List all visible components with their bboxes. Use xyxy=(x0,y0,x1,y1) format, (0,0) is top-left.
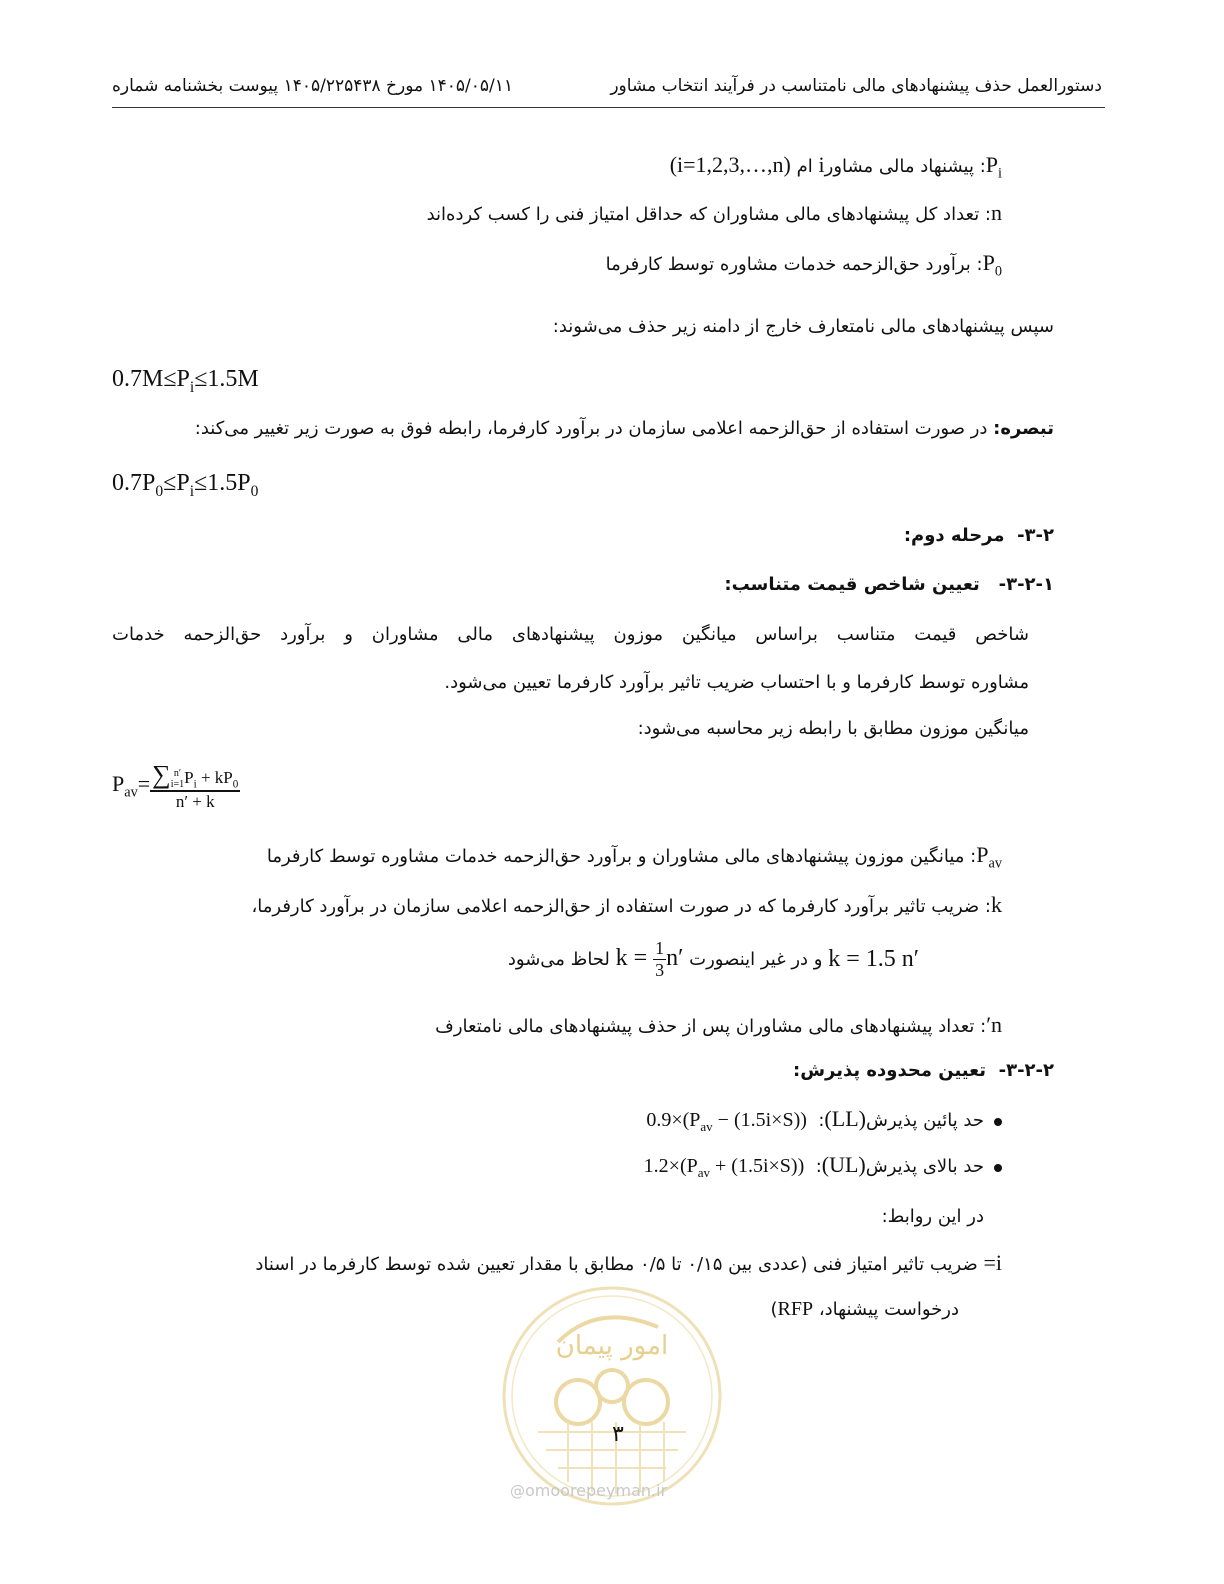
para1-line3: میانگین موزون مطابق با رابطه زیر محاسبه می‌شود: xyxy=(637,718,1029,739)
watermark-seal xyxy=(498,1282,726,1510)
bullet-dot xyxy=(994,1118,1002,1126)
def-k-values: k = 1.5 n′ و در غیر اینصورت k = $\frac{1}{3}$ n′ لحاظ می‌شود xyxy=(507,938,919,980)
then-line: سپس پیشنهادهای مالی نامتعارف خارج از دامنه زیر حذف می‌شوند: xyxy=(552,316,1054,337)
formula-pav: $P_{av}=$ ∑ n′ i=1 $P_i + kP_0$ n′ + k xyxy=(112,760,239,812)
bullet-dot xyxy=(994,1164,1002,1172)
section-3-2-heading: ۳-۲- مرحله دوم: xyxy=(903,525,1054,546)
in-relations: در این روابط: xyxy=(881,1206,984,1227)
def-i-line1: i= ضریب تاثیر امتیاز فنی (عددی بین ۰/۱۵ تا ۰/۵ مطابق با مقدار تعیین شده توسط کارفرما در اسناد xyxy=(255,1250,1002,1275)
formula-range-p0: $0.7P_0\le P_i\le 1.5P_0$ xyxy=(112,470,259,500)
def-pav: $P_{av}$: میانگین موزون پیشنهادهای مالی مشاوران و برآورد حق‌الزحمه خدمات مشاوره توسط کارفرما xyxy=(266,842,1002,872)
bullet-lower-limit: حد پائین پذیرش(LL): $0.9\times(P_{av} - (1.5i\times S))$ xyxy=(646,1106,984,1134)
note-label: تبصره: xyxy=(993,418,1054,439)
def-n-prime: n′: تعداد پیشنهادهای مالی مشاوران پس از حذف پیشنهادهای مالی نامتعارف xyxy=(435,1012,1002,1037)
formula-range-m: $0.7M\le P_i\le 1.5M$ xyxy=(112,366,259,396)
section-3-2-2-heading: ۳-۲-۲- تعیین محدوده پذیرش: xyxy=(793,1060,1054,1081)
watermark-script: امور پیمان xyxy=(555,1331,669,1361)
def-pi: $P_i$: پیشنهاد مالی مشاورi ام (i=1,2,3,…,n) xyxy=(669,152,1002,182)
def-i-line2: درخواست پیشنهاد، RFP) xyxy=(770,1298,959,1320)
note-paragraph: تبصره: در صورت استفاده از حق‌الزحمه اعلامی سازمان در برآورد کارفرما، رابطه فوق به صورت زیر تغییر می‌کند: xyxy=(194,418,1054,439)
def-p0: $P_0$: برآورد حق‌الزحمه خدمات مشاوره توسط کارفرما xyxy=(605,250,1002,280)
section-3-2-1-heading: ۳-۲-۱- تعیین شاخص قیمت متناسب: xyxy=(724,574,1054,595)
header-circular-ref: ۱۴۰۵/۰۵/۱۱ مورخ ۱۴۰۵/۲۲۵۴۳۸ پیوست بخشنامه شماره xyxy=(112,76,514,96)
at-icon: @ xyxy=(510,1482,525,1500)
para1-line2: مشاوره توسط کارفرما و با احتساب ضریب تاثیر برآورد کارفرما تعیین می‌شود. xyxy=(444,672,1029,693)
watermark-site: @omoorepeyman.ir xyxy=(510,1481,668,1500)
page-number: ۳ xyxy=(612,1422,624,1447)
para1-line1: شاخص قیمت متناسب براساس میانگین موزون پیشنهادهای مالی مشاوران و برآورد حق‌الزحمه خدمات xyxy=(112,624,1029,645)
header-title: دستورالعمل حذف پیشنهادهای مالی نامتناسب در فرآیند انتخاب مشاور xyxy=(610,76,1102,96)
def-n: n: تعداد کل پیشنهادهای مالی مشاوران که حداقل امتیاز فنی را کسب کرده‌اند xyxy=(426,200,1002,225)
header-rule xyxy=(112,107,1105,108)
def-k: k: ضریب تاثیر برآورد کارفرما که در صورت استفاده از حق‌الزحمه اعلامی سازمان در برآورد کارفرما، xyxy=(251,892,1002,917)
bullet-upper-limit: حد بالای پذیرش(UL): $1.2\times(P_{av} + (1.5i\times S))$ xyxy=(643,1152,984,1180)
